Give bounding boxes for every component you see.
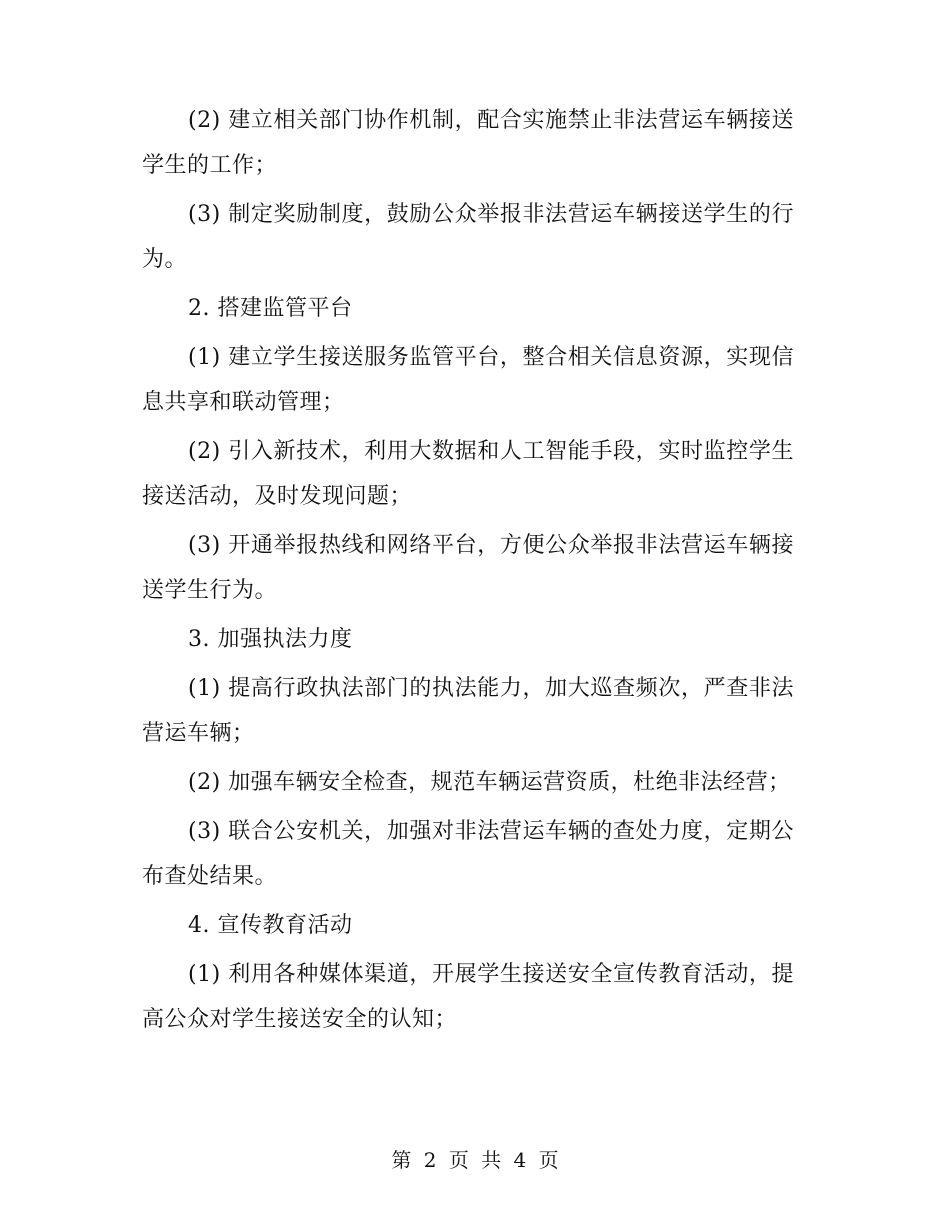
paragraph-1: (2) 建立相关部门协作机制，配合实施禁止非法营运车辆接送学生的工作； (142, 108, 794, 178)
paragraph-5: (3) 开通举报热线和网络平台，方便公众举报非法营运车辆接送学生行为。 (142, 533, 794, 603)
paragraph-4: (2) 引入新技术，利用大数据和人工智能手段，实时监控学生接送活动，及时发现问题； (142, 439, 794, 509)
paragraph-7: (2) 加强车辆安全检查，规范车辆运营资质，杜绝非法经营； (188, 770, 791, 795)
paragraph-2: (3) 制定奖励制度，鼓励公众举报非法营运车辆接送学生的行为。 (142, 202, 794, 272)
section-heading-4: 4. 宣传教育活动 (188, 913, 353, 938)
paragraph-6: (1) 提高行政执法部门的执法能力，加大巡查频次，严查非法营运车辆； (142, 676, 794, 746)
document-body (142, 98, 794, 1046)
paragraph-8: (3) 联合公安机关，加强对非法营运车辆的查处力度，定期公布查处结果。 (142, 819, 794, 889)
section-heading-2: 2. 搭建监管平台 (188, 296, 353, 321)
section-heading-3: 3. 加强执法力度 (188, 627, 353, 652)
paragraph-9: (1) 利用各种媒体渠道，开展学生接送安全宣传教育活动，提高公众对学生接送安全的认知； (142, 962, 794, 1032)
paragraph-3: (1) 建立学生接送服务监管平台，整合相关信息资源，实现信息共享和联动管理； (142, 345, 794, 415)
page-footer: 第 2 页 共 4 页 (391, 1148, 559, 1172)
